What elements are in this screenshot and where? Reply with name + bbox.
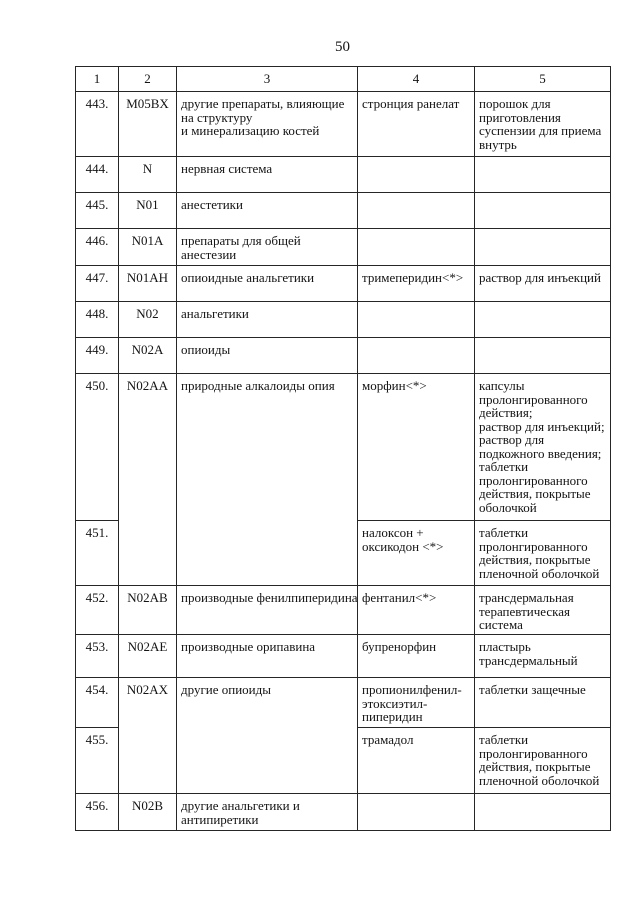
column-header-4: 4 bbox=[358, 67, 475, 92]
atc-code: N02AE bbox=[119, 635, 177, 678]
group-name: другие препараты, влияющие на структуру и минерализацию костей bbox=[177, 92, 358, 157]
table-row bbox=[76, 374, 611, 521]
drug-name: морфин<*> bbox=[358, 374, 475, 521]
drug-name: тримеперидин<*> bbox=[358, 266, 475, 302]
drug-name-empty bbox=[358, 794, 475, 831]
dosage-form: капсулы пролонгированного действия; раствор для инъекций; раствор для подкожного введения; таблетки пролонгированного действия, покрытые оболочкой bbox=[475, 374, 611, 521]
table-row bbox=[76, 229, 611, 266]
dosage-form: таблетки пролонгированного действия, покрытые пленочной оболочкой bbox=[475, 521, 611, 586]
drug-name: налоксон + оксикодон <*> bbox=[358, 521, 475, 586]
atc-code: N01AH bbox=[119, 266, 177, 302]
drug-name: стронция ранелат bbox=[358, 92, 475, 157]
dosage-form-empty bbox=[475, 302, 611, 338]
dosage-form-empty bbox=[475, 229, 611, 266]
group-name: анестетики bbox=[177, 193, 358, 229]
atc-code: M05BX bbox=[119, 92, 177, 157]
header-row bbox=[76, 67, 611, 92]
row-number: 455. bbox=[76, 728, 119, 794]
row-number: 443. bbox=[76, 92, 119, 157]
group-name: другие анальгетики и антипиретики bbox=[177, 794, 358, 831]
table-row bbox=[76, 678, 611, 728]
column-header-5: 5 bbox=[475, 67, 611, 92]
group-name: производные фенилпиперидина bbox=[177, 586, 358, 635]
drug-name: трамадол bbox=[358, 728, 475, 794]
row-number: 456. bbox=[76, 794, 119, 831]
column-header-2: 2 bbox=[119, 67, 177, 92]
row-number: 446. bbox=[76, 229, 119, 266]
atc-code: N02A bbox=[119, 338, 177, 374]
row-number: 449. bbox=[76, 338, 119, 374]
table-row bbox=[76, 266, 611, 302]
drug-name: фентанил<*> bbox=[358, 586, 475, 635]
drug-name-empty bbox=[358, 193, 475, 229]
group-name: опиоидные анальгетики bbox=[177, 266, 358, 302]
atc-code: N02AB bbox=[119, 586, 177, 635]
drug-list-table bbox=[75, 66, 611, 831]
column-header-1: 1 bbox=[76, 67, 119, 92]
drug-name-empty bbox=[358, 229, 475, 266]
drug-name-empty bbox=[358, 302, 475, 338]
table-row bbox=[76, 794, 611, 831]
group-name: производные орипавина bbox=[177, 635, 358, 678]
table-row bbox=[76, 586, 611, 635]
row-number: 445. bbox=[76, 193, 119, 229]
dosage-form: раствор для инъекций bbox=[475, 266, 611, 302]
page-number: 50 bbox=[335, 39, 350, 55]
dosage-form: пластырь трансдермальный bbox=[475, 635, 611, 678]
drug-name-empty bbox=[358, 338, 475, 374]
table-row bbox=[76, 302, 611, 338]
row-number: 450. bbox=[76, 374, 119, 521]
atc-code: N02AX bbox=[119, 678, 177, 794]
row-number: 447. bbox=[76, 266, 119, 302]
group-name: анальгетики bbox=[177, 302, 358, 338]
dosage-form: трансдермальная терапевтическая система bbox=[475, 586, 611, 635]
dosage-form-empty bbox=[475, 193, 611, 229]
row-number: 452. bbox=[76, 586, 119, 635]
dosage-form-empty bbox=[475, 794, 611, 831]
table-row bbox=[76, 338, 611, 374]
group-name: природные алкалоиды опия bbox=[177, 374, 358, 586]
table-row bbox=[76, 635, 611, 678]
group-name: другие опиоиды bbox=[177, 678, 358, 794]
row-number: 453. bbox=[76, 635, 119, 678]
atc-code: N02AA bbox=[119, 374, 177, 586]
dosage-form: порошок для приготовления суспензии для приема внутрь bbox=[475, 92, 611, 157]
table-row bbox=[76, 92, 611, 157]
dosage-form: таблетки защечные bbox=[475, 678, 611, 728]
row-number: 454. bbox=[76, 678, 119, 728]
drug-name: бупренорфин bbox=[358, 635, 475, 678]
group-name: опиоиды bbox=[177, 338, 358, 374]
atc-code: N01 bbox=[119, 193, 177, 229]
dosage-form-empty bbox=[475, 157, 611, 193]
atc-code: N01A bbox=[119, 229, 177, 266]
row-number: 444. bbox=[76, 157, 119, 193]
atc-code: N02B bbox=[119, 794, 177, 831]
dosage-form-empty bbox=[475, 338, 611, 374]
row-number: 448. bbox=[76, 302, 119, 338]
group-name: нервная система bbox=[177, 157, 358, 193]
column-header-3: 3 bbox=[177, 67, 358, 92]
group-name: препараты для общей анестезии bbox=[177, 229, 358, 266]
atc-code: N bbox=[119, 157, 177, 193]
table-row bbox=[76, 193, 611, 229]
drug-name: пропионилфенил- этоксиэтил- пиперидин bbox=[358, 678, 475, 728]
dosage-form: таблетки пролонгированного действия, покрытые пленочной оболочкой bbox=[475, 728, 611, 794]
atc-code: N02 bbox=[119, 302, 177, 338]
row-number: 451. bbox=[76, 521, 119, 586]
drug-name-empty bbox=[358, 157, 475, 193]
table-row bbox=[76, 157, 611, 193]
